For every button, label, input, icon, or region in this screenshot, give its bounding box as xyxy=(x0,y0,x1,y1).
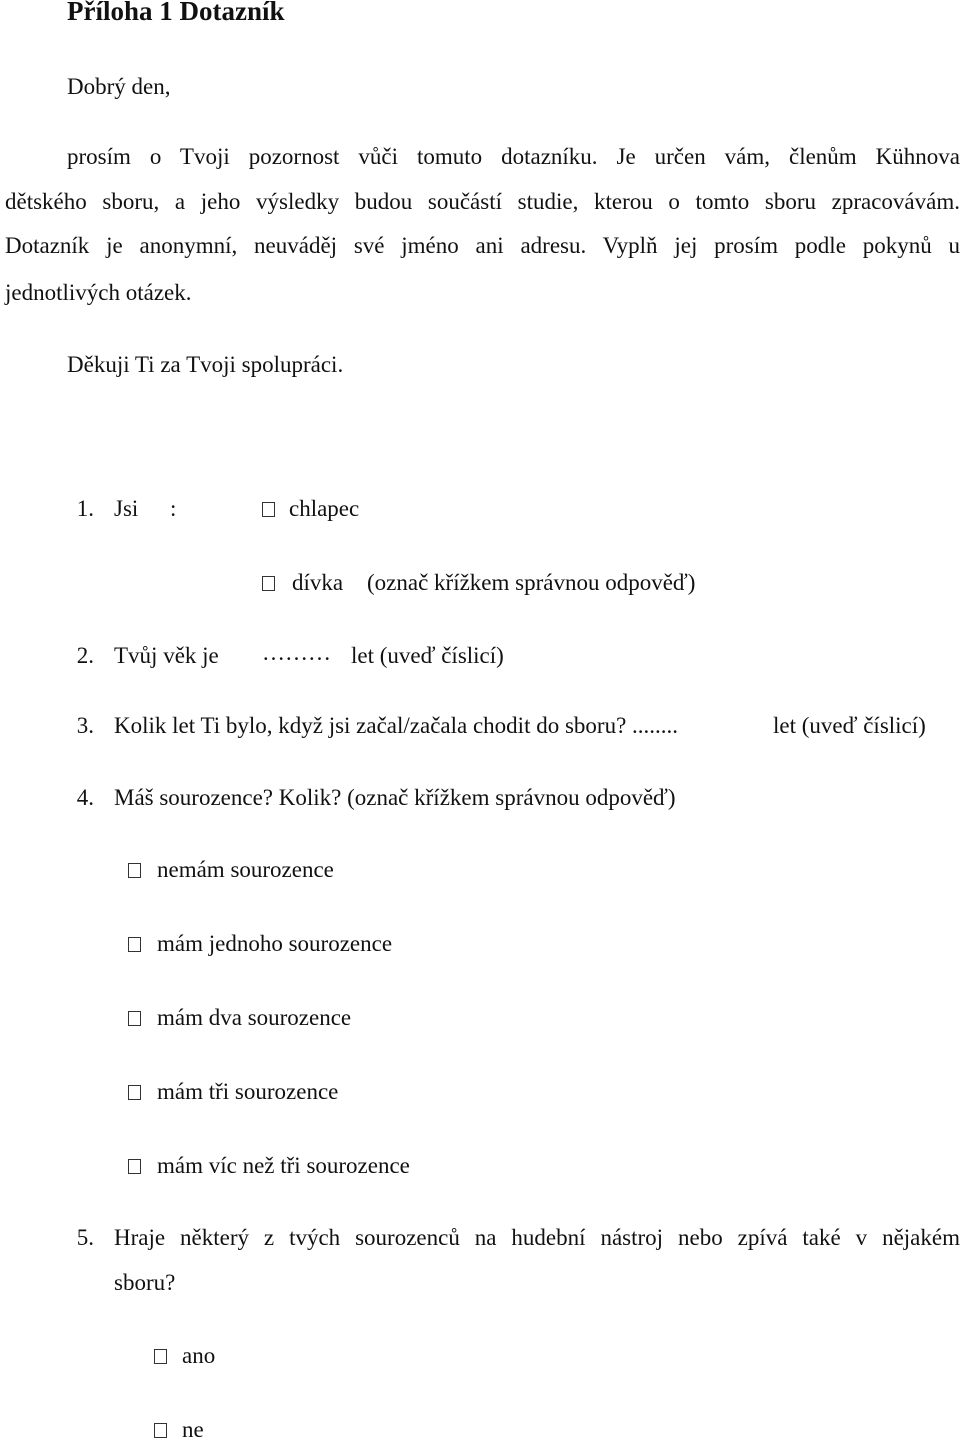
intro-line-3: Dotazník je anonymní, neuváděj své jméno ani adresu. Vyplň jej prosím podle pokynů u xyxy=(5,233,960,258)
q5-checkbox-yes[interactable] xyxy=(154,1349,167,1364)
q5-option-no: ne xyxy=(182,1417,204,1442)
q4-checkbox-more[interactable] xyxy=(128,1159,141,1174)
q1-checkbox-boy[interactable] xyxy=(262,502,275,517)
q1-colon: : xyxy=(170,496,177,521)
q4-option-two: mám dva sourozence xyxy=(157,1005,352,1030)
q4-checkbox-three[interactable] xyxy=(128,1085,141,1100)
q5-checkbox-no[interactable] xyxy=(154,1423,167,1438)
q4-option-three: mám tři sourozence xyxy=(157,1079,339,1104)
q2-age-blank[interactable]: ……… xyxy=(262,640,331,665)
q1-option-girl: dívka xyxy=(292,570,344,595)
q1-label: Jsi xyxy=(114,496,139,521)
q4-label: Máš sourozence? Kolik? (označ křížkem správnou odpověď) xyxy=(114,785,676,810)
q3-suffix: let (uveď číslicí) xyxy=(773,713,926,738)
q1-number: 1. xyxy=(76,496,94,521)
q1-checkbox-girl[interactable] xyxy=(262,576,275,591)
q3-label[interactable]: Kolik let Ti bylo, když jsi začal/začala chodit do sboru? ........ xyxy=(114,713,679,738)
q4-option-one: mám jednoho sourozence xyxy=(157,931,393,956)
intro-line-1: prosím o Tvoji pozornost vůči tomuto dotazníku. Je určen vám, členům Kühnova xyxy=(67,144,960,169)
q4-option-none: nemám sourozence xyxy=(157,857,334,882)
intro-line-4: jednotlivých otázek. xyxy=(5,280,192,305)
q5-number: 5. xyxy=(76,1225,94,1250)
q5-label-line-1: Hraje některý z tvých sourozenců na hudební nástroj nebo zpívá také v nějakém xyxy=(114,1225,960,1250)
q4-checkbox-two[interactable] xyxy=(128,1011,141,1026)
greeting: Dobrý den, xyxy=(67,74,171,99)
q4-checkbox-one[interactable] xyxy=(128,937,141,952)
intro-line-2: dětského sboru, a jeho výsledky budou součástí studie, kterou o tomto sboru zpracovávám. xyxy=(5,189,960,214)
thanks-text: Děkuji Ti za Tvoji spolupráci. xyxy=(67,352,344,377)
q3-number: 3. xyxy=(76,713,94,738)
q4-checkbox-none[interactable] xyxy=(128,863,141,878)
q5-option-yes: ano xyxy=(182,1343,216,1368)
q2-number: 2. xyxy=(76,643,94,668)
q4-number: 4. xyxy=(76,785,94,810)
q5-label-line-2: sboru? xyxy=(114,1270,176,1295)
page-title: Příloha 1 Dotazník xyxy=(67,0,285,26)
q4-option-more: mám víc než tři sourozence xyxy=(157,1153,410,1178)
q1-option-boy: chlapec xyxy=(289,496,360,521)
q2-label: Tvůj věk je xyxy=(114,643,219,668)
q1-hint: (označ křížkem správnou odpověď) xyxy=(367,570,696,595)
q2-suffix: let (uveď číslicí) xyxy=(351,643,504,668)
